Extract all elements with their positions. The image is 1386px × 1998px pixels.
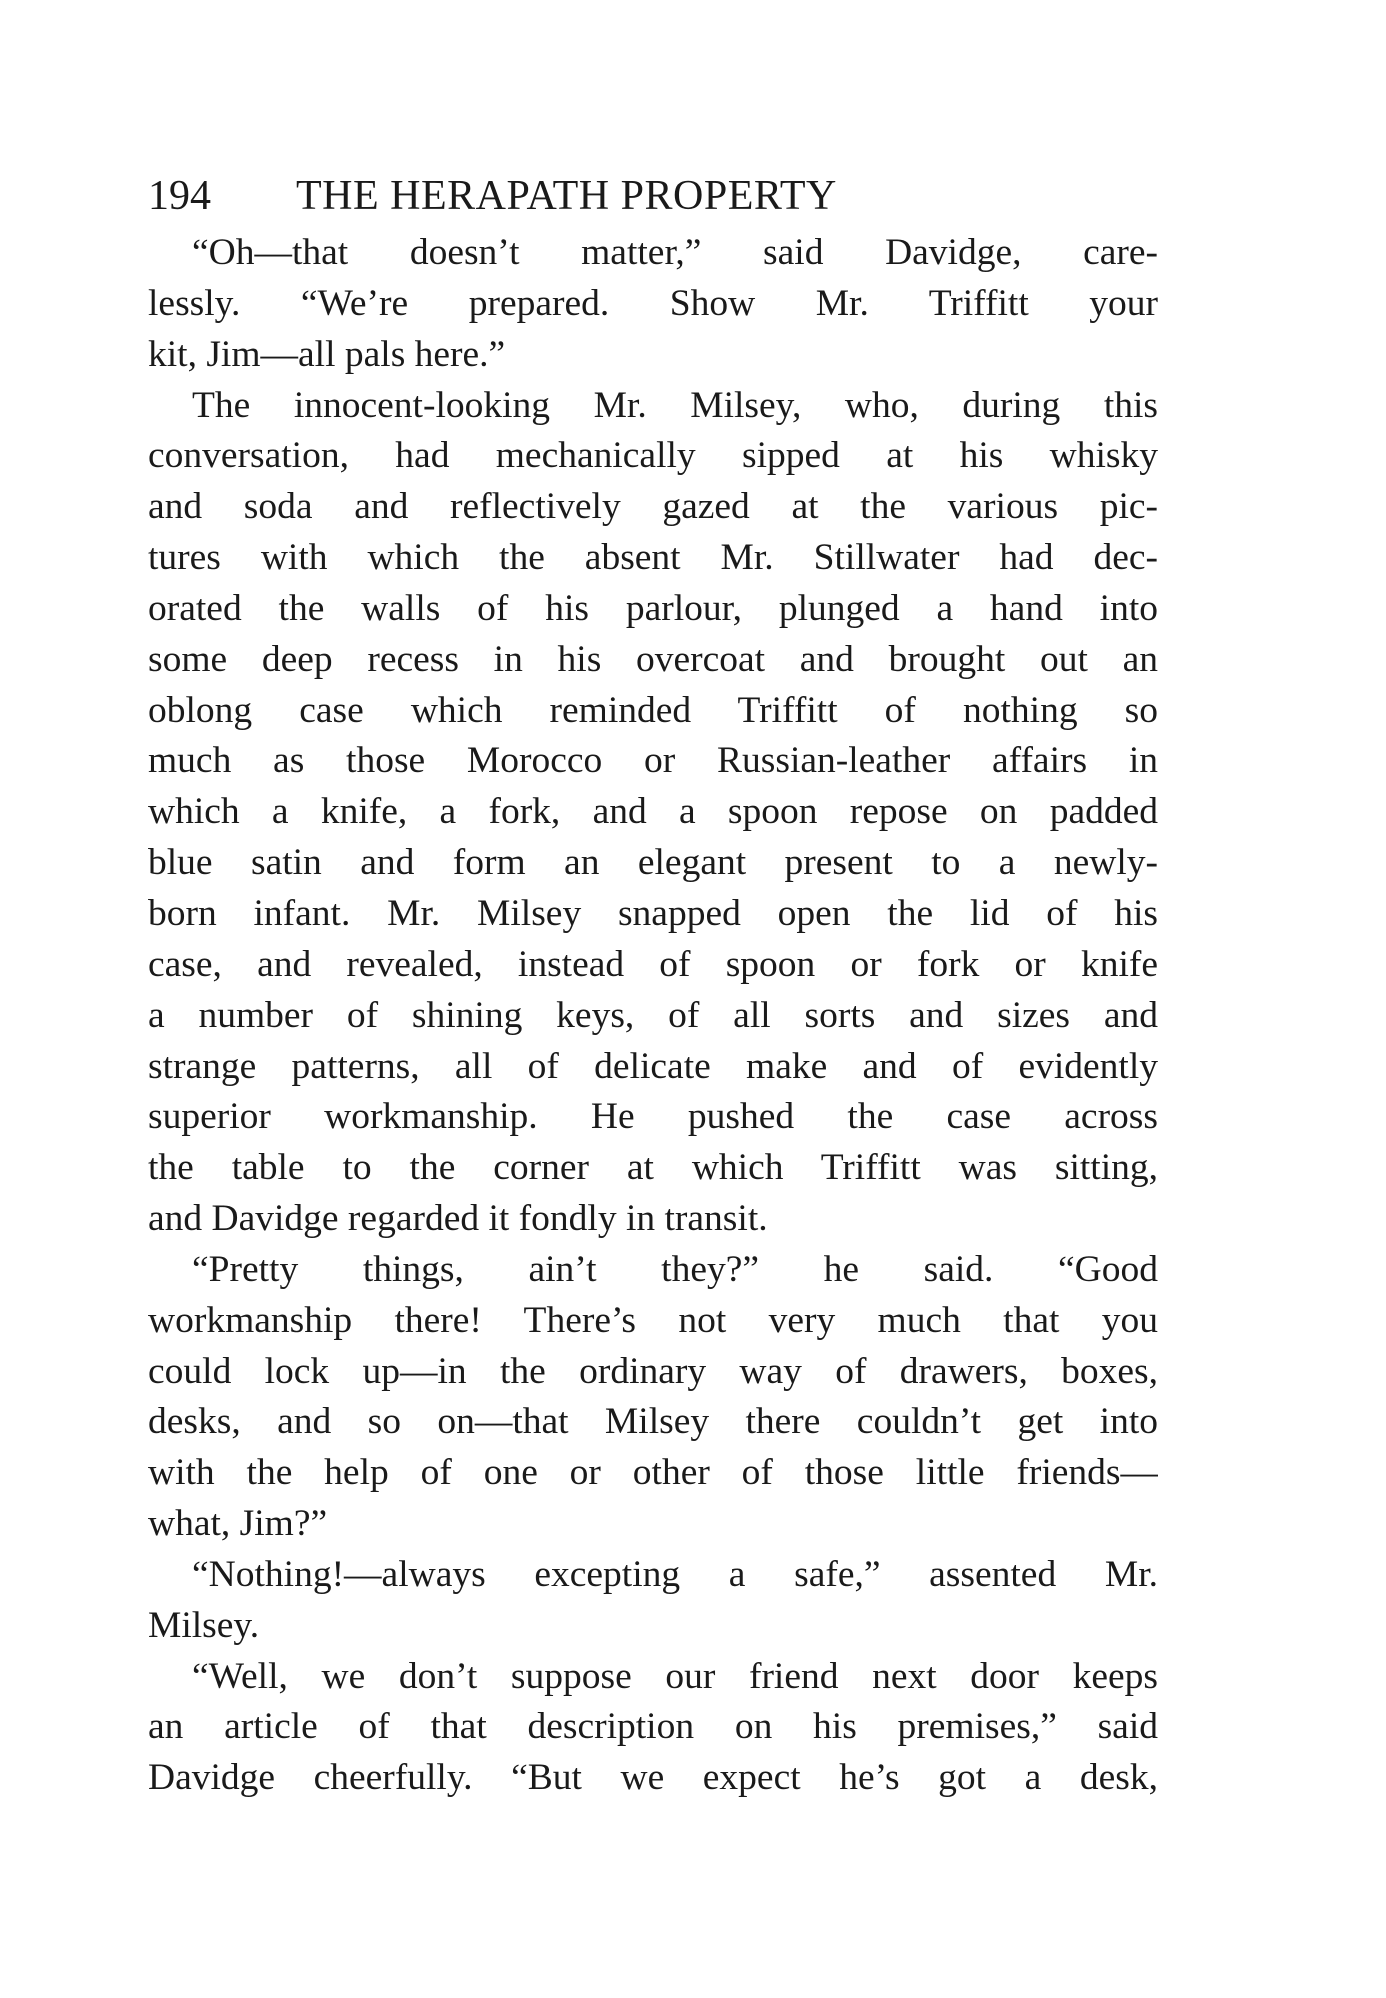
text-line: The innocent-looking Mr. Milsey, who, during this <box>192 384 1158 426</box>
body-text <box>148 228 1158 1804</box>
text-line: superior workmanship. He pushed the case across <box>148 1096 1158 1138</box>
text-line: what, Jim?” <box>148 1503 328 1545</box>
text-line: some deep recess in his overcoat and brought out an <box>148 638 1158 680</box>
text-line: a number of shining keys, of all sorts and sizes and <box>148 994 1158 1036</box>
text-line: the table to the corner at which Triffitt was sitting, <box>148 1147 1158 1189</box>
text-line: workmanship there! There’s not very much that you <box>148 1299 1158 1341</box>
text-line: case, and revealed, instead of spoon or fork or knife <box>148 943 1158 985</box>
text-line: tures with which the absent Mr. Stillwater had dec- <box>148 537 1158 579</box>
text-line: orated the walls of his parlour, plunged a hand into <box>148 587 1158 629</box>
text-line: Davidge cheerfully. “But we expect he’s got a desk, <box>148 1757 1158 1799</box>
text-line: born infant. Mr. Milsey snapped open the lid of his <box>148 892 1158 934</box>
text-line: an article of that description on his premises,” said <box>148 1706 1158 1748</box>
text-line: much as those Morocco or Russian-leather affairs in <box>148 740 1158 782</box>
text-line: blue satin and form an elegant present to a newly- <box>148 842 1158 884</box>
text-line: “Pretty things, ain’t they?” he said. “Good <box>192 1248 1158 1290</box>
text-line: “Well, we don’t suppose our friend next door keeps <box>192 1655 1158 1697</box>
text-line: oblong case which reminded Triffitt of nothing so <box>148 689 1158 731</box>
text-line: Milsey. <box>148 1604 260 1646</box>
text-line: “Nothing!—always excepting a safe,” assented Mr. <box>192 1553 1158 1595</box>
text-line: with the help of one or other of those little friends— <box>148 1452 1158 1494</box>
text-line: and soda and reflectively gazed at the various pic- <box>148 486 1158 528</box>
text-line: kit, Jim—all pals here.” <box>148 333 506 375</box>
text-line: could lock up—in the ordinary way of drawers, boxes, <box>148 1350 1158 1392</box>
text-line: desks, and so on—that Milsey there couldn’t get into <box>148 1401 1158 1443</box>
text-line: “Oh—that doesn’t matter,” said Davidge, care- <box>192 232 1158 273</box>
text-line: and Davidge regarded it fondly in transit. <box>148 1198 768 1240</box>
text-line: which a knife, a fork, and a spoon repose on padded <box>148 791 1158 833</box>
running-head-title: THE HERAPATH PROPERTY <box>296 173 837 219</box>
page-number: 194 <box>148 173 211 219</box>
running-head <box>148 170 1158 222</box>
text-line: lessly. “We’re prepared. Show Mr. Triffitt your <box>148 282 1158 324</box>
text-line: strange patterns, all of delicate make and of evidently <box>148 1045 1158 1087</box>
text-line: conversation, had mechanically sipped at his whisky <box>148 435 1158 477</box>
